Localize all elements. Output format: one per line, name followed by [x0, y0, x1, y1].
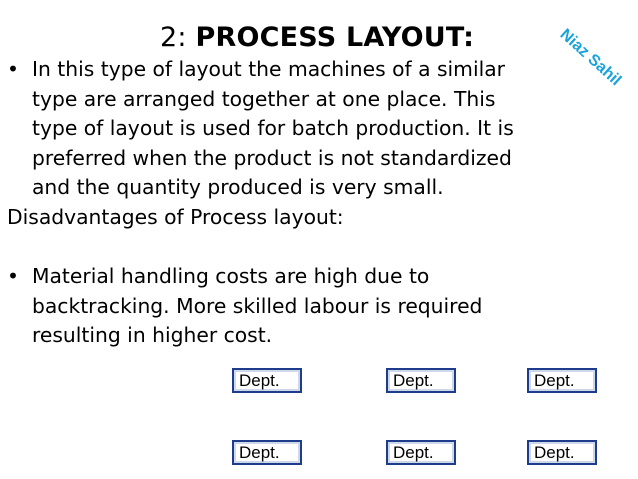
dept-box: Dept. [386, 440, 456, 465]
dept-box: Dept. [232, 440, 302, 465]
dept-box: Dept. [527, 440, 597, 465]
text-line: type are arranged together at one place. This [32, 86, 496, 111]
text-line: resulting in higher cost. [32, 323, 273, 348]
text-line: Material handling costs are high due to [32, 264, 430, 288]
bullet-dot: • [7, 264, 19, 288]
text-line: In this type of layout the machines of a similar [32, 57, 505, 81]
slide-title [160, 22, 474, 53]
text-line: preferred when the product is not standardized [32, 145, 512, 170]
dept-box: Dept. [232, 368, 302, 393]
bullet-text [32, 262, 607, 351]
title-number: 2: [160, 22, 187, 53]
text-line: type of layout is used for batch production. It is [32, 116, 514, 141]
disadvantages-heading: Disadvantages of Process layout: [7, 205, 344, 229]
author-watermark: Niaz Sahil [556, 26, 625, 90]
bullet-definition [7, 55, 607, 203]
title-text: PROCESS LAYOUT: [195, 22, 475, 53]
bullet-text [32, 55, 607, 203]
dept-box: Dept. [386, 368, 456, 393]
dept-box: Dept. [527, 368, 597, 393]
bullet-disadvantages [7, 262, 607, 351]
text-line: and the quantity produced is very small. [32, 175, 444, 200]
text-line: backtracking. More skilled labour is required [32, 293, 483, 318]
bullet-dot: • [7, 57, 19, 81]
